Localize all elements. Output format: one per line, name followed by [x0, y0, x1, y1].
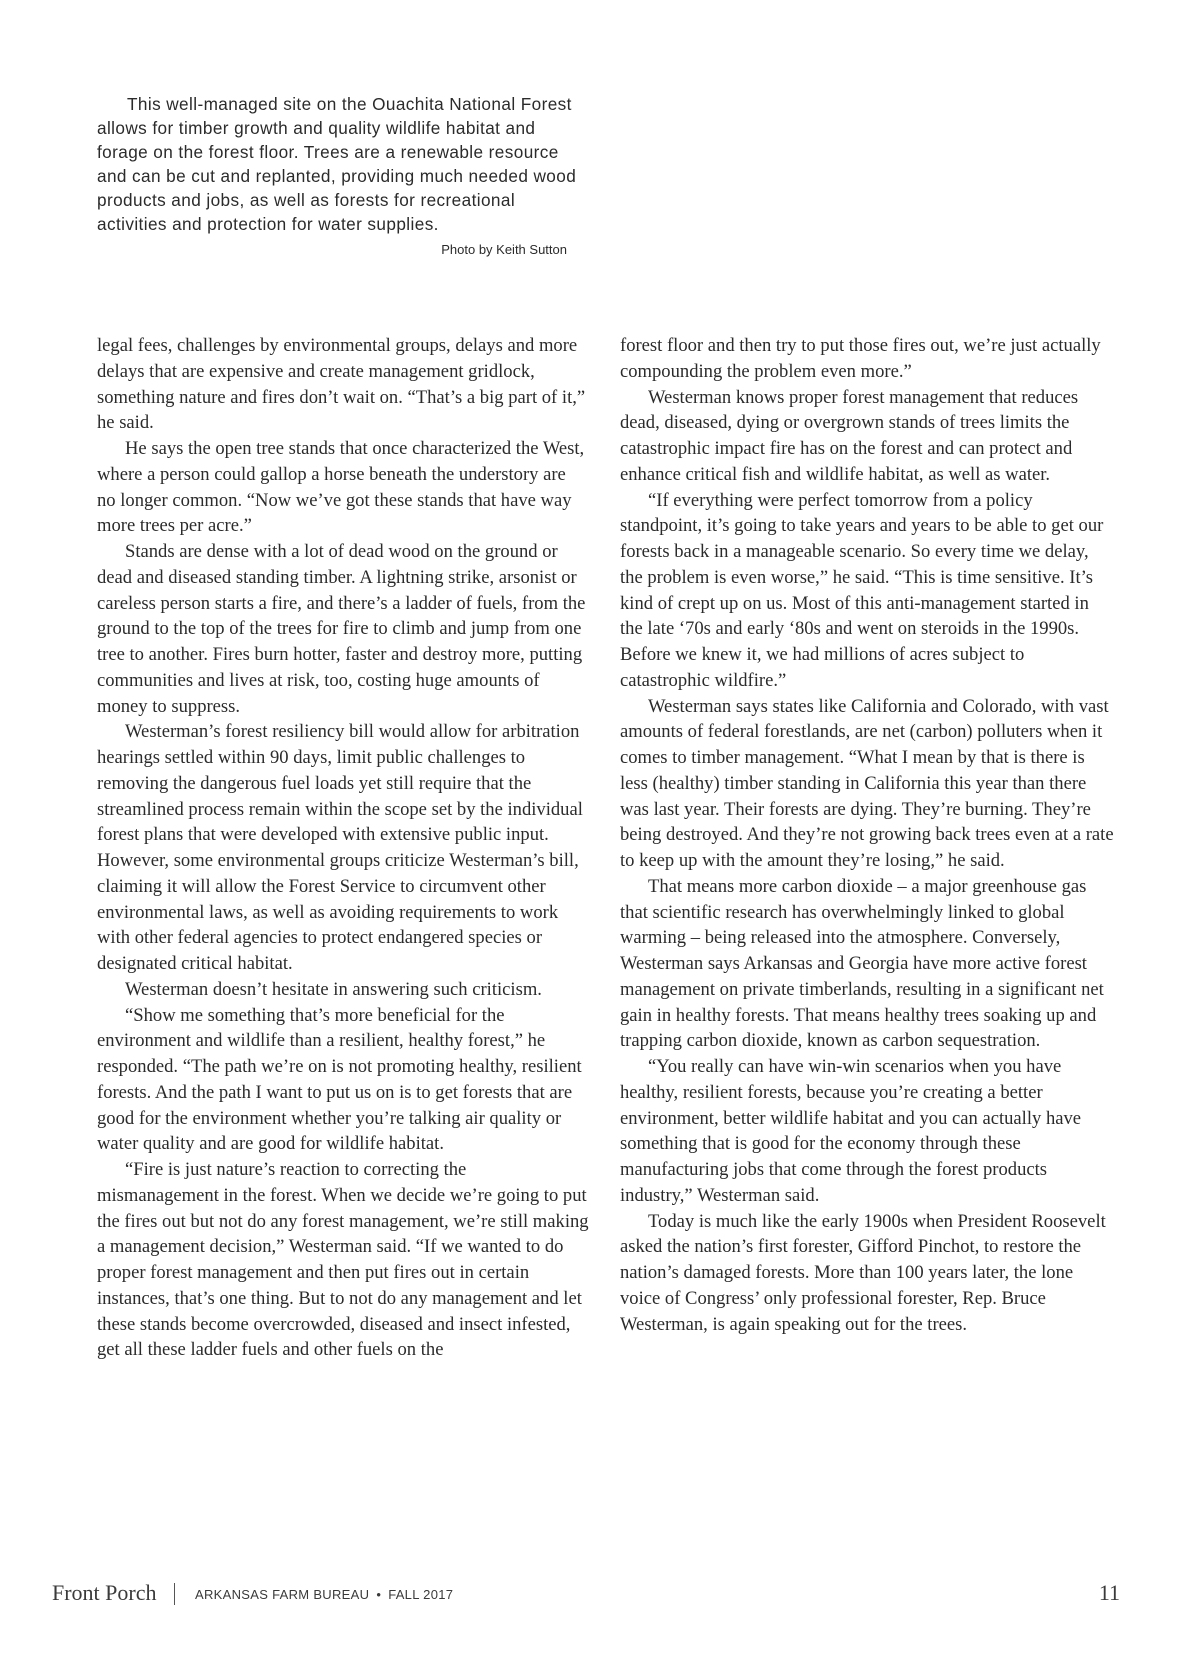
paragraph: “Show me something that’s more beneficial for the environment and wildlife than a resilient, healthy forest,” he responded. “The path we’re on is not promoting healthy, resilient forests. And the path I want to put us on is to get forests that are good for the environment whether you’re talking air quality or water quality and are good for wildlife habitat.	[97, 1004, 582, 1155]
paragraph: Today is much like the early 1900s when President Roosevelt asked the nation’s first forester, Gifford Pinchot, to restore the nation’s damaged forests. More than 100 years later, the lone voice of Congress’ only professional forester, Rep. Bruce Westerman, is again speaking out for the trees.	[620, 1210, 1106, 1335]
article-column-right	[620, 333, 1114, 1337]
paragraph: Westerman doesn’t hesitate in answering such criticism.	[125, 978, 542, 1000]
photo-caption	[97, 92, 587, 262]
publication-name: Front Porch	[52, 1580, 157, 1605]
paragraph: forest floor and then try to put those fires out, we’re just actually compounding the problem even more.”	[620, 335, 1101, 382]
article-column-left	[97, 333, 589, 1363]
paragraph: Westerman’s forest resiliency bill would allow for arbitration hearings settled within 90 days, limit public challenges to removing the dangerous fuel loads yet still require that the streamlined process remain within the scope set by the individual forest plans that were developed with extensive public input. However, some environmental groups criticize Westerman’s bill, claiming it will allow the Forest Service to circumvent other environmental laws, as well as avoiding requirements to work with other federal agencies to protect endangered species or designated critical habitat.	[97, 721, 583, 974]
caption-text: This well-managed site on the Ouachita National Forest allows for timber growth and quality wildlife habitat and forage on the forest floor. Trees are a renewable resource and can be cut and replanted, providing much needed wood products and jobs, as well as forests for recreational activities and protection for water supplies.	[97, 94, 577, 234]
page-footer	[52, 1580, 1120, 1610]
paragraph: legal fees, challenges by environmental groups, delays and more delays that are expensive and create management gridlock, something nature and fires don’t wait on. “That’s a big part of it,” he said.	[97, 335, 586, 434]
paragraph: Westerman knows proper forest management that reduces dead, diseased, dying or overgrown stands of trees limits the catastrophic impact fire has on the forest and can protect and enhance critical fish and wildlife habitat, as well as water.	[620, 386, 1079, 485]
paragraph: “Fire is just nature’s reaction to correcting the mismanagement in the forest. When we decide we’re going to put the fires out but not do any forest management, we’re still making a management decision,” Westerman said. “If we wanted to do proper forest management and then put fires out in certain instances, that’s one thing. But to not do any management and let these stands become overcrowded, diseased and insect infested, get all these ladder fuels and other fuels on the	[97, 1159, 589, 1361]
paragraph: “You really can have win-win scenarios when you have healthy, resilient forests, because you’re creating a better environment, better wildlife habitat and you can actually have something that is good for the economy through these manufacturing jobs that come through the forest products industry,” Westerman said.	[620, 1056, 1082, 1206]
photo-credit: Photo by Keith Sutton	[441, 242, 567, 257]
page-number: 11	[1098, 1580, 1120, 1605]
footer-org-issue	[195, 1587, 453, 1602]
issue-label: FALL 2017	[388, 1587, 454, 1602]
paragraph: That means more carbon dioxide – a major greenhouse gas that scientific research has overwhelmingly linked to global warming – being released into the atmosphere. Conversely, Westerman says Arkansas and Georgia have more active forest management on private timberlands, resulting in a significant net gain in healthy forests. That means healthy trees soaking up and trapping carbon dioxide, known as carbon sequestration.	[620, 875, 1104, 1052]
paragraph: He says the open tree stands that once characterized the West, where a person could gallop a horse beneath the understory are no longer common. “Now we’ve got these stands that have way more trees per acre.”	[97, 438, 585, 537]
footer-divider	[174, 1583, 175, 1605]
paragraph: Westerman says states like California and Colorado, with vast amounts of federal forestlands, are net (carbon) polluters when it comes to timber management. “What I mean by that is there is less (healthy) timber standing in California this year than there was last year. Their forests are dying. They’re burning. They’re being destroyed. And they’re not growing back trees even at a rate to keep up with the amount they’re losing,” he said.	[620, 695, 1114, 871]
organization-name: ARKANSAS FARM BUREAU	[195, 1587, 370, 1602]
paragraph: “If everything were perfect tomorrow from a policy standpoint, it’s going to take years and years to be able to get our forests back in a manageable scenario. So every time we delay, the problem is even worse,” he said. “This is time sensitive. It’s kind of crept up on us. Most of this anti-management started in the late ‘70s and early ‘80s and went on steroids in the 1990s. Before we knew it, we had millions of acres subject to catastrophic wildfire.”	[620, 489, 1104, 691]
bullet-separator: •	[376, 1587, 382, 1602]
paragraph: Stands are dense with a lot of dead wood on the ground or dead and diseased standing timber. A lightning strike, arsonist or careless person starts a fire, and there’s a ladder of fuels, from the ground to the top of the trees for fire to climb and jump from one tree to another. Fires burn hotter, faster and destroy more, putting communities and lives at risk, too, costing huge amounts of money to suppress.	[97, 541, 586, 717]
